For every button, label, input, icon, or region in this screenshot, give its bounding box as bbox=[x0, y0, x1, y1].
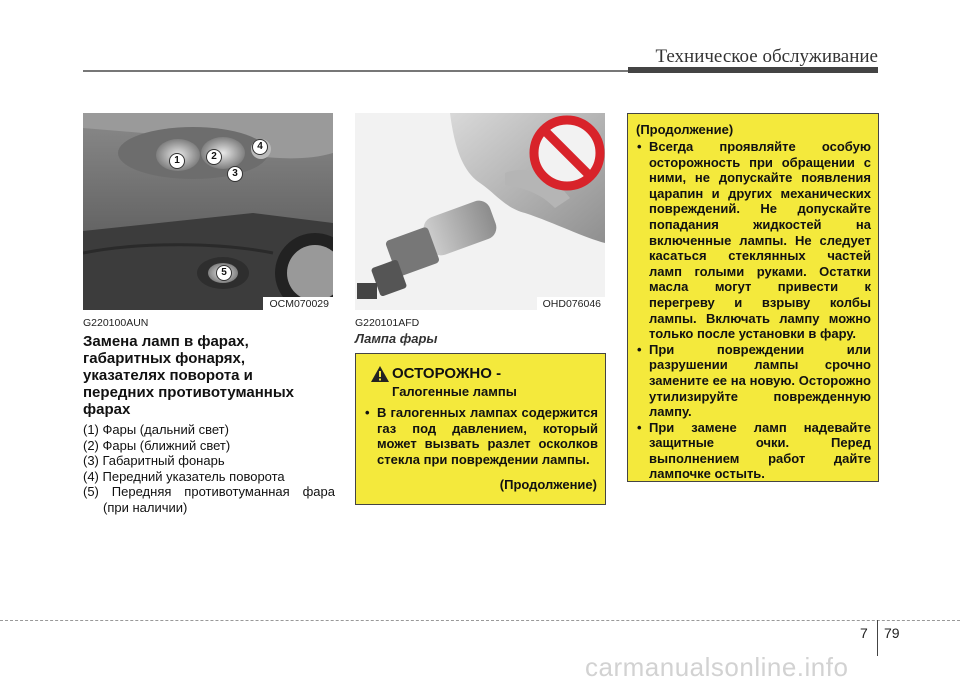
callout-3: 3 bbox=[227, 166, 243, 182]
warning-triangle-icon bbox=[370, 365, 390, 383]
photo-code: OHD076046 bbox=[537, 297, 605, 310]
photo-code: OCM070029 bbox=[263, 297, 333, 310]
callout-5: 5 bbox=[216, 265, 232, 281]
warning-box bbox=[355, 353, 606, 505]
continued-label: (Продолжение) bbox=[499, 477, 597, 492]
continued-label: (Продолжение) bbox=[636, 122, 734, 137]
warning-bullet: • В галогенных лампах содержится газ под давлением, который может вызвать разлет осколков стекла при повреждении лампы. bbox=[363, 405, 598, 467]
callout-1: 1 bbox=[169, 153, 185, 169]
headlamp-photo bbox=[83, 113, 333, 310]
warning-bullet: • Всегда проявляйте особую осторожность при обращении с ними, не допускайте появления царапин и других механических повреждений. Не допускайте попадания жидкостей на включенные лампы. Не следует касаться стеклянных частей ламп голыми руками. Остатки масла могут привести к перегреву и взрыву колбы лампы. Включать лампу можно только после установки в фару. bbox=[635, 139, 871, 342]
callout-2: 2 bbox=[206, 149, 222, 165]
warning-bullets bbox=[363, 405, 598, 467]
callout-4: 4 bbox=[252, 139, 268, 155]
doc-code: G220101AFD bbox=[355, 317, 420, 329]
list-item: (2) Фары (ближний свет) bbox=[83, 437, 231, 453]
section-title: Техническое обслуживание bbox=[655, 46, 878, 67]
header-divider-accent bbox=[628, 67, 878, 73]
lamp-list bbox=[83, 422, 335, 516]
car-front-illustration bbox=[83, 113, 333, 310]
list-item: (5) Передняя противотуманная фара (при наличии) bbox=[83, 484, 335, 515]
warning-subtitle: Галогенные лампы bbox=[392, 384, 517, 399]
warning-bullet: • При замене ламп надевайте защитные очки. Перед выполнением работ дайте лампочке остыть. bbox=[635, 420, 871, 482]
doc-code: G220100AUN bbox=[83, 317, 149, 329]
watermark: carmanualsonline.info bbox=[585, 652, 849, 682]
prohibited-icon bbox=[529, 115, 605, 191]
page-number-divider bbox=[877, 620, 878, 656]
chapter-number: 7 bbox=[860, 625, 868, 641]
warning-title: ОСТОРОЖНО - bbox=[392, 365, 502, 382]
list-item: (4) Передний указатель поворота bbox=[83, 468, 285, 484]
page-number: 79 bbox=[884, 625, 900, 641]
footer-divider bbox=[0, 620, 960, 622]
warning-bullet: • При повреждении или разрушении лампы срочно замените ее на новую. Осторожно утилизируйте поврежденную лампу. bbox=[635, 342, 871, 420]
list-item: (3) Габаритный фонарь bbox=[83, 453, 225, 469]
warning-box-continued bbox=[627, 113, 879, 482]
warning-bullets bbox=[635, 139, 871, 482]
list-item: (1) Фары (дальний свет) bbox=[83, 422, 229, 437]
bulb-photo bbox=[355, 113, 605, 310]
subsection-title: Лампа фары bbox=[355, 331, 438, 346]
section-heading: Замена ламп в фарах, габаритных фонарях, указателях поворота и передних противотуманных фарах bbox=[83, 333, 294, 418]
